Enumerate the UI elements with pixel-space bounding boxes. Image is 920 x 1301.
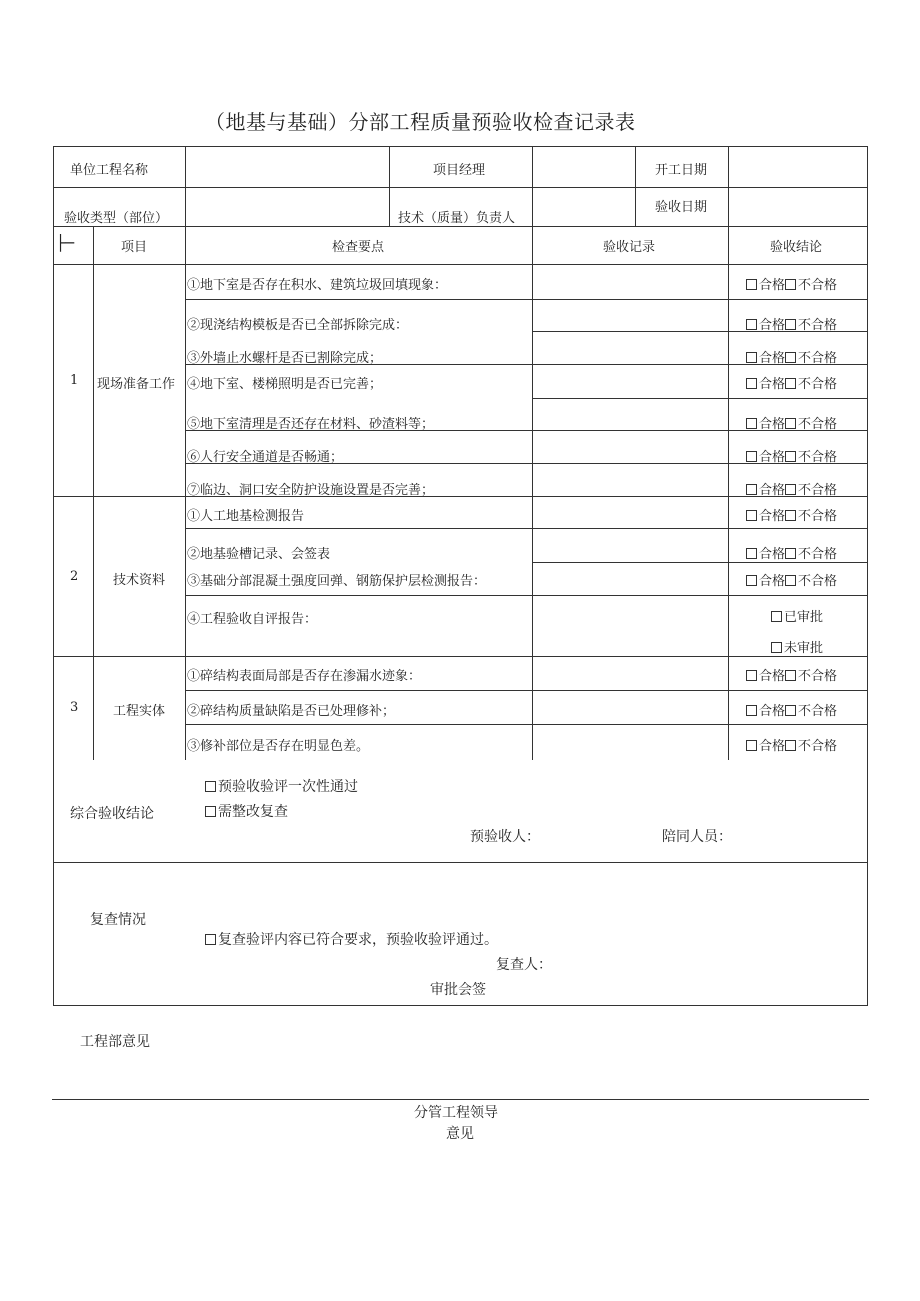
checkbox-icon xyxy=(785,548,796,559)
check-item-3-1: ①碎结构表面局部是否存在渗漏水迹象： xyxy=(187,669,422,684)
accompany-label: 陪同人员： xyxy=(662,829,732,845)
pass-checkbox[interactable] xyxy=(746,700,785,719)
check-item-1-5: ⑤地下室清理是否还存在材料、砂渣料等； xyxy=(187,417,435,432)
checkbox-icon xyxy=(785,705,796,716)
conclusion-2-3 xyxy=(746,570,837,589)
check-item-1-3: ③外墙止水螺杆是否已割除完成； xyxy=(187,351,383,366)
checkbox-icon xyxy=(205,806,216,817)
one-pass-checkbox[interactable] xyxy=(205,776,358,796)
conclusion-1-7 xyxy=(746,479,837,498)
fail-label: 不合格 xyxy=(798,450,838,465)
pass-label: 合格 xyxy=(759,278,786,293)
not-approved-checkbox[interactable] xyxy=(771,637,823,656)
label-unit-project-name: 单位工程名称 xyxy=(70,163,149,178)
check-item-3-2: ②碎结构质量缺陷是否已处理修补； xyxy=(187,704,396,719)
fail-checkbox[interactable] xyxy=(785,700,837,719)
one-pass-label: 预验收验评一次性通过 xyxy=(218,779,358,795)
fail-label: 不合格 xyxy=(798,417,838,432)
pass-label: 合格 xyxy=(759,509,786,524)
page-title: （地基与基础）分部工程质量预验收检查记录表 xyxy=(205,110,636,134)
fail-checkbox[interactable] xyxy=(785,314,837,333)
checkbox-icon xyxy=(771,611,782,622)
fail-checkbox[interactable] xyxy=(785,479,837,498)
checkbox-icon xyxy=(785,319,796,330)
not-approved-label: 未审批 xyxy=(784,641,824,656)
check-item-1-6: ⑥人行安全通道是否畅通； xyxy=(187,450,344,465)
check-item-1-2: ②现浇结构模板是否已全部拆除完成： xyxy=(187,318,409,333)
checkbox-icon xyxy=(746,418,757,429)
fail-label: 不合格 xyxy=(798,377,838,392)
conclusion-3-1 xyxy=(746,665,837,684)
fail-checkbox[interactable] xyxy=(785,274,837,293)
section-2-name: 技术资料 xyxy=(113,573,166,588)
conclusion-3-3 xyxy=(746,735,837,754)
fail-checkbox[interactable] xyxy=(785,373,837,392)
pass-label: 合格 xyxy=(759,318,786,333)
checkbox-icon xyxy=(746,575,757,586)
fail-checkbox[interactable] xyxy=(785,505,837,524)
conclusion-1-4 xyxy=(746,373,837,392)
fail-label: 不合格 xyxy=(798,547,838,562)
acceptance-date-field[interactable] xyxy=(729,188,866,225)
pass-label: 合格 xyxy=(759,669,786,684)
pass-label: 合格 xyxy=(759,574,786,589)
checkbox-icon xyxy=(746,319,757,330)
checkbox-icon xyxy=(785,451,796,462)
conclusion-1-5 xyxy=(746,413,837,432)
conclusion-1-3 xyxy=(746,347,837,366)
label-acceptance-type: 验收类型（部位） xyxy=(64,211,169,226)
checkbox-icon xyxy=(746,279,757,290)
conclusion-3-2 xyxy=(746,700,837,719)
review-label: 复查情况 xyxy=(90,912,146,928)
approved-label: 已审批 xyxy=(784,610,824,625)
pass-label: 合格 xyxy=(759,739,786,754)
column-item: 项目 xyxy=(121,240,148,255)
approved-checkbox[interactable] xyxy=(771,606,823,625)
checkbox-icon xyxy=(205,934,216,945)
checkbox-icon xyxy=(785,740,796,751)
check-item-1-4: ④地下室、楼梯照明是否已完善； xyxy=(187,377,383,392)
fail-checkbox[interactable] xyxy=(785,570,837,589)
checkbox-icon xyxy=(746,670,757,681)
check-item-2-2: ②地基验槽记录、会签表 xyxy=(187,547,331,562)
conclusion-2-1 xyxy=(746,505,837,524)
checkbox-icon xyxy=(785,378,796,389)
label-start-date: 开工日期 xyxy=(655,163,708,178)
label-project-manager: 项目经理 xyxy=(433,163,486,178)
checkbox-icon xyxy=(746,378,757,389)
unit-project-name-field[interactable] xyxy=(186,147,388,186)
checkbox-icon xyxy=(785,279,796,290)
dept-opinion-label: 工程部意见 xyxy=(80,1034,150,1050)
fail-label: 不合格 xyxy=(798,574,838,589)
fail-label: 不合格 xyxy=(798,318,838,333)
check-item-2-4: ④工程验收自评报告： xyxy=(187,612,318,627)
pass-checkbox[interactable] xyxy=(746,570,785,589)
label-acceptance-date: 验收日期 xyxy=(655,200,708,215)
section-3-number: 3 xyxy=(70,700,79,715)
start-date-field[interactable] xyxy=(729,147,866,186)
fail-checkbox[interactable] xyxy=(785,347,837,366)
pass-checkbox[interactable] xyxy=(746,543,785,562)
tech-quality-lead-field[interactable] xyxy=(533,188,634,225)
acceptance-type-field[interactable] xyxy=(186,188,388,225)
project-manager-field[interactable] xyxy=(533,147,634,186)
pass-label: 合格 xyxy=(759,417,786,432)
leader-opinion-label-2: 意见 xyxy=(446,1126,474,1142)
pass-checkbox[interactable] xyxy=(746,274,785,293)
fail-label: 不合格 xyxy=(798,704,838,719)
checkbox-icon xyxy=(785,670,796,681)
review-pass-label: 复查验评内容已符合要求，预验收验评通过。 xyxy=(218,932,498,948)
pass-checkbox[interactable] xyxy=(746,505,785,524)
fail-label: 不合格 xyxy=(798,669,838,684)
conclusion-1-6 xyxy=(746,446,837,465)
pass-checkbox[interactable] xyxy=(746,446,785,465)
checkbox-icon xyxy=(785,510,796,521)
pass-label: 合格 xyxy=(759,704,786,719)
checkbox-icon xyxy=(746,705,757,716)
pass-checkbox[interactable] xyxy=(746,347,785,366)
checkbox-icon xyxy=(771,642,782,653)
pass-checkbox[interactable] xyxy=(746,479,785,498)
fail-checkbox[interactable] xyxy=(785,446,837,465)
rectify-label: 需整改复查 xyxy=(218,804,288,820)
rectify-checkbox[interactable] xyxy=(205,801,288,821)
review-pass-checkbox[interactable] xyxy=(205,929,498,949)
checkbox-icon xyxy=(785,575,796,586)
fail-checkbox[interactable] xyxy=(785,413,837,432)
column-seq-mark: ├─ xyxy=(56,234,75,252)
pass-checkbox[interactable] xyxy=(746,413,785,432)
fail-checkbox[interactable] xyxy=(785,665,837,684)
checkbox-icon xyxy=(746,451,757,462)
reviewer-label: 复查人： xyxy=(496,957,552,973)
checkbox-icon xyxy=(746,740,757,751)
conclusion-1-2 xyxy=(746,314,837,333)
fail-label: 不合格 xyxy=(798,483,838,498)
section-1-name: 现场准备工作 xyxy=(97,377,176,392)
checkbox-icon xyxy=(746,510,757,521)
check-item-1-1: ①地下室是否存在积水、建筑垃圾回填现象： xyxy=(187,278,448,293)
conclusion-2-2 xyxy=(746,543,837,562)
pass-checkbox[interactable] xyxy=(746,373,785,392)
section-2-number: 2 xyxy=(70,569,79,584)
fail-label: 不合格 xyxy=(798,739,838,754)
pass-label: 合格 xyxy=(759,547,786,562)
fail-label: 不合格 xyxy=(798,351,838,366)
pre-acceptor-label: 预验收人： xyxy=(470,829,540,845)
checkbox-icon xyxy=(785,352,796,363)
checkbox-icon xyxy=(785,484,796,495)
conclusion-1-1 xyxy=(746,274,837,293)
leader-opinion-label-1: 分管工程领导 xyxy=(414,1105,498,1121)
check-item-1-7: ⑦临边、洞口安全防护设施设置是否完善； xyxy=(187,483,435,498)
column-record: 验收记录 xyxy=(603,240,656,255)
column-check-points: 检查要点 xyxy=(332,240,385,255)
checkbox-icon xyxy=(746,484,757,495)
pass-checkbox[interactable] xyxy=(746,314,785,333)
check-item-3-3: ③修补部位是否存在明显色差。 xyxy=(187,739,370,754)
checkbox-icon xyxy=(785,418,796,429)
fail-label: 不合格 xyxy=(798,509,838,524)
check-item-2-3: ③基础分部混凝土强度回弹、钢筋保护层检测报告： xyxy=(187,574,487,589)
check-item-2-1: ①人工地基检测报告 xyxy=(187,509,305,524)
pass-label: 合格 xyxy=(759,483,786,498)
fail-checkbox[interactable] xyxy=(785,543,837,562)
fail-label: 不合格 xyxy=(798,278,838,293)
pass-checkbox[interactable] xyxy=(746,665,785,684)
pass-label: 合格 xyxy=(759,377,786,392)
pass-checkbox[interactable] xyxy=(746,735,785,754)
checkbox-icon xyxy=(205,781,216,792)
pass-label: 合格 xyxy=(759,351,786,366)
checkbox-icon xyxy=(746,548,757,559)
approval-sign-label: 审批会签 xyxy=(430,982,486,998)
summary-label: 综合验收结论 xyxy=(70,806,154,822)
section-3-name: 工程实体 xyxy=(113,704,166,719)
fail-checkbox[interactable] xyxy=(785,735,837,754)
label-tech-quality-lead: 技术（质量）负责人 xyxy=(398,211,516,226)
checkbox-icon xyxy=(746,352,757,363)
column-conclusion: 验收结论 xyxy=(770,240,823,255)
pass-label: 合格 xyxy=(759,450,786,465)
section-1-number: 1 xyxy=(70,373,79,388)
